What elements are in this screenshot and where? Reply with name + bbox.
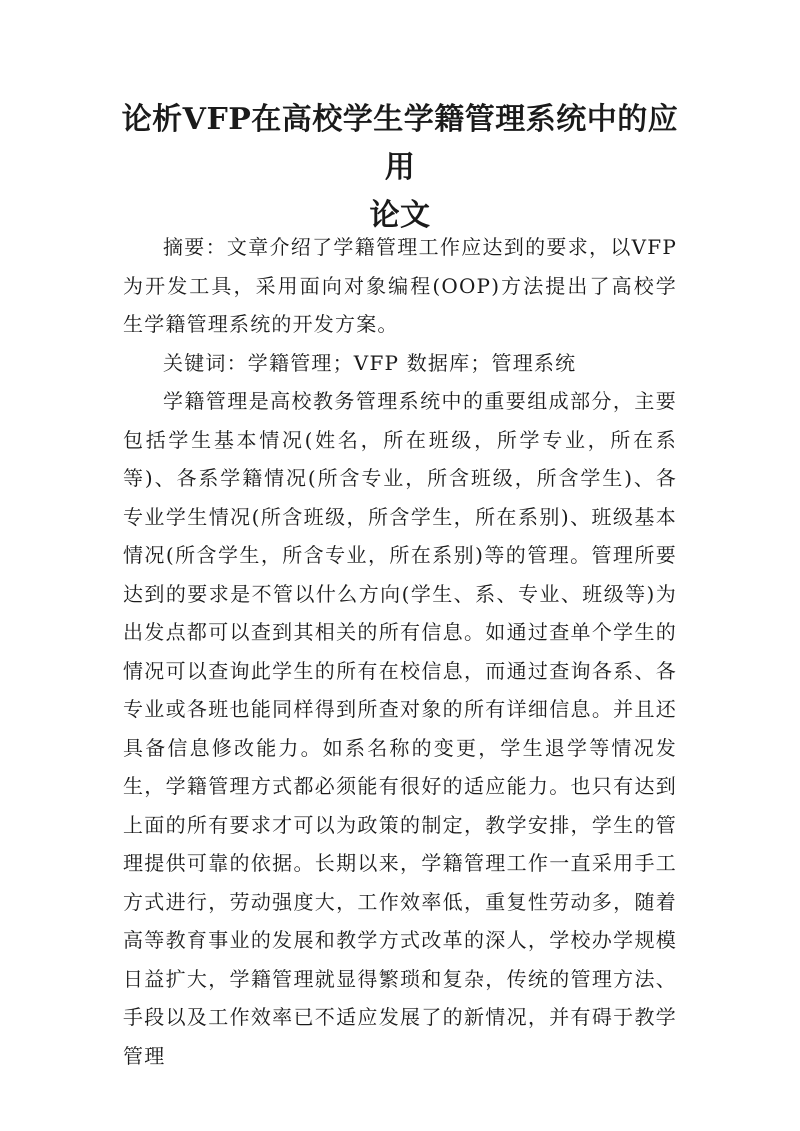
document-body (123, 228, 677, 1075)
abstract-paragraph: 摘要：文章介绍了学籍管理工作应达到的要求，以VFP为开发工具，采用面向对象编程(OOP)方法提出了高校学生学籍管理系统的开发方案。 (123, 235, 677, 336)
document-title (110, 96, 690, 240)
title-line-2: 论文 (369, 198, 431, 233)
body-paragraph-1: 学籍管理是高校教务管理系统中的重要组成部分，主要包括学生基本情况(姓名，所在班级，所学专业，所在系等)、各系学籍情况(所含专业，所含班级，所含学生)、各专业学生情况(所含班级，所含学生，所在系别)、班级基本情况(所含学生，所含专业，所在系别)等的管理。管理所要达到的要求是不管以什么方向(学生、系、专业、班级等)为出发点都可以查到其相关的所有信息。如通过查单个学生的情况可以查询此学生的所有在校信息，而通过查询各系、各专业或各班也能同样得到所查对象的所有详细信息。并且还具备信息修改能力。如系名称的变更，学生退学等情况发生，学籍管理方式都必须能有很好的适应能力。也只有达到上面的所有要求才可以为政策的制定，教学安排，学生的管理提供可靠的依据。长期以来，学籍管理工作一直采用手工方式进行，劳动强度大，工作效率低，重复性劳动多，随着高等教育事业的发展和教学方式改革的深人，学校办学规模日益扩大，学籍管理就显得繁琐和复杂，传统的管理方法、手段以及工作效率已不适应发展了的新情况，并有碍于教学管理 (123, 389, 677, 1068)
keywords-paragraph: 关键词：学籍管理；VFP 数据库；管理系统 (163, 350, 577, 375)
title-line-1: 论析VFP在高校学生学籍管理系统中的应用 (121, 102, 679, 185)
